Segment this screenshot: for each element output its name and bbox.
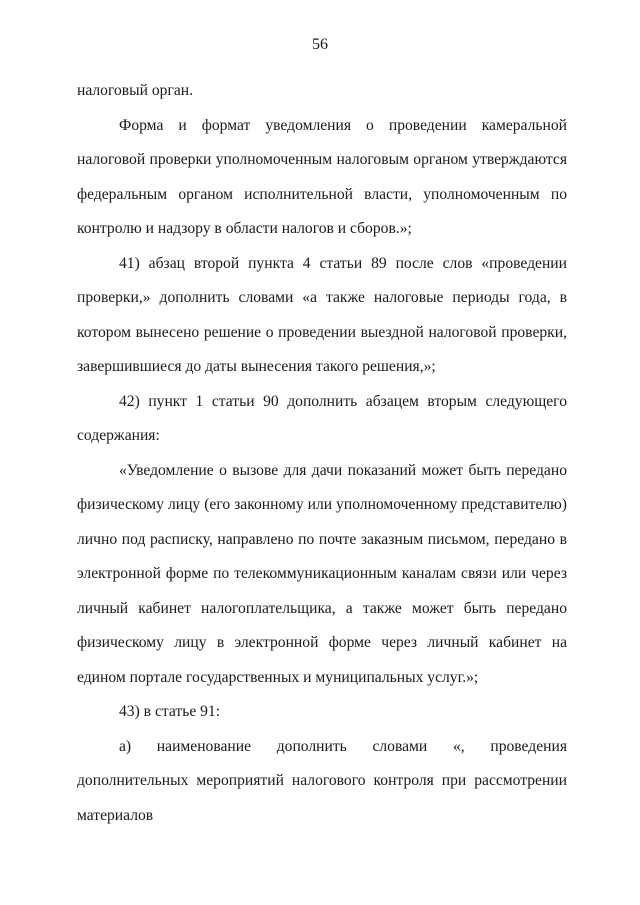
- page-number: 56: [312, 36, 328, 53]
- paragraph-item-43a: а) наименование дополнить словами «, проведения дополнительных мероприятий налогового контроля при рассмотрении материалов: [77, 737, 567, 824]
- paragraph-item-41: 41) абзац второй пункта 4 статьи 89 после слов «проведении проверки,» дополнить словами «а также налоговые периоды года, в котором вынесено решение о проведении выездной налоговой проверки, завершившиеся до даты вынесения такого решения,»;: [77, 254, 567, 375]
- paragraph-item-43: 43) в статье 91:: [119, 703, 221, 720]
- paragraph-form-format: Форма и формат уведомления о проведении камеральной налоговой проверки уполномоченным налоговым органом утверждаются федеральным органом исполнительной власти, уполномоченным по контролю и надзору в области налогов и сборов.»;: [77, 116, 567, 237]
- document-body: [77, 74, 567, 833]
- paragraph-summons-notice: «Уведомление о вызове для дачи показаний может быть передано физическому лицу (его законному или уполномоченному представителю) лично под расписку, направлено по почте заказным письмом, передано в электронной форме по телекоммуникационным каналам связи или через личный кабинет налогоплательщика, а также может быть передано физическому лицу в электронной форме через личный кабинет на едином портале государственных и муниципальных услуг.»;: [77, 461, 567, 686]
- paragraph-item-42: 42) пункт 1 статьи 90 дополнить абзацем вторым следующего содержания:: [77, 392, 567, 444]
- paragraph-continuation: налоговый орган.: [77, 82, 194, 99]
